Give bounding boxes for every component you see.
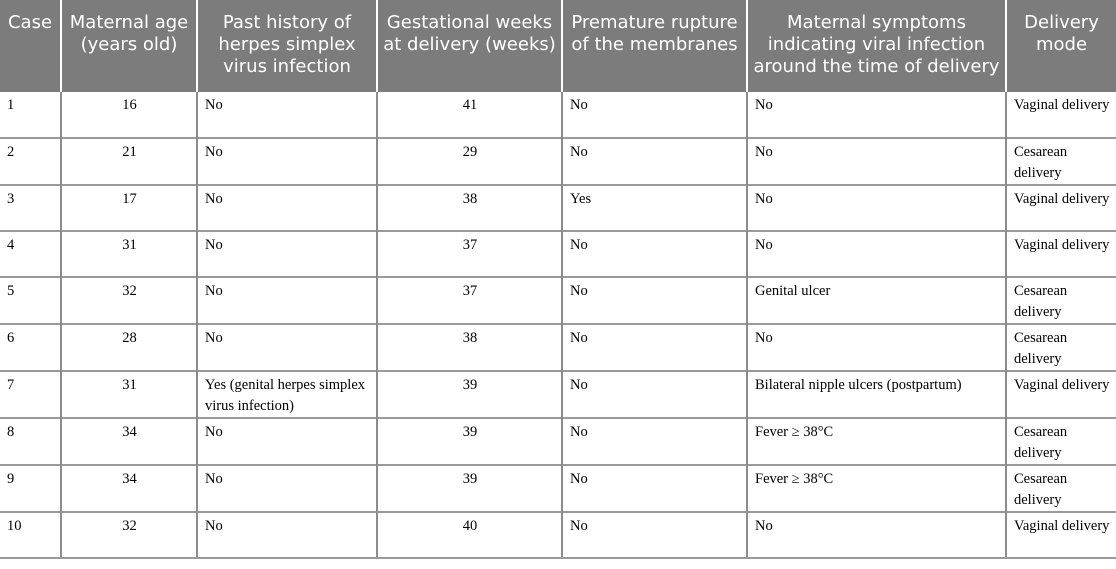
case-cell: 7 bbox=[0, 371, 61, 418]
case-cell: 4 bbox=[0, 231, 61, 277]
maternal-symptoms-cell: No bbox=[747, 185, 1006, 231]
maternal-symptoms-cell: No bbox=[747, 324, 1006, 371]
col-header-delivery-mode: Delivery mode bbox=[1006, 0, 1116, 92]
gestational-weeks-cell: 39 bbox=[377, 418, 562, 465]
table-row bbox=[0, 138, 1116, 185]
case-cell: 1 bbox=[0, 92, 61, 138]
table-row bbox=[0, 512, 1116, 558]
delivery-mode-cell: Vaginal delivery bbox=[1006, 231, 1116, 277]
premature-rupture-cell: No bbox=[562, 138, 747, 185]
maternal-symptoms-cell: No bbox=[747, 138, 1006, 185]
delivery-mode-cell: Cesarean delivery bbox=[1006, 324, 1116, 371]
gestational-weeks-cell: 39 bbox=[377, 371, 562, 418]
delivery-mode-cell: Cesarean delivery bbox=[1006, 138, 1116, 185]
gestational-weeks-cell: 41 bbox=[377, 92, 562, 138]
maternal-symptoms-cell: No bbox=[747, 512, 1006, 558]
delivery-mode-cell: Cesarean delivery bbox=[1006, 465, 1116, 512]
maternal-age-cell: 32 bbox=[61, 512, 197, 558]
table-row bbox=[0, 418, 1116, 465]
maternal-age-cell: 21 bbox=[61, 138, 197, 185]
premature-rupture-cell: No bbox=[562, 231, 747, 277]
table-row bbox=[0, 231, 1116, 277]
table-row bbox=[0, 465, 1116, 512]
premature-rupture-cell: No bbox=[562, 277, 747, 324]
maternal-symptoms-cell: No bbox=[747, 92, 1006, 138]
gestational-weeks-cell: 29 bbox=[377, 138, 562, 185]
hsv-history-cell: Yes (genital herpes simplex virus infection) bbox=[197, 371, 377, 418]
case-cell: 9 bbox=[0, 465, 61, 512]
maternal-age-cell: 16 bbox=[61, 92, 197, 138]
hsv-history-cell: No bbox=[197, 465, 377, 512]
premature-rupture-cell: No bbox=[562, 92, 747, 138]
delivery-mode-cell: Cesarean delivery bbox=[1006, 418, 1116, 465]
delivery-mode-cell: Vaginal delivery bbox=[1006, 371, 1116, 418]
header-row bbox=[0, 0, 1116, 92]
table-row bbox=[0, 185, 1116, 231]
table-row bbox=[0, 371, 1116, 418]
gestational-weeks-cell: 40 bbox=[377, 512, 562, 558]
hsv-history-cell: No bbox=[197, 512, 377, 558]
hsv-history-cell: No bbox=[197, 92, 377, 138]
premature-rupture-cell: No bbox=[562, 465, 747, 512]
maternal-symptoms-cell: Fever ≥ 38°C bbox=[747, 465, 1006, 512]
table-row bbox=[0, 324, 1116, 371]
maternal-age-cell: 32 bbox=[61, 277, 197, 324]
col-header-maternal-age: Maternal age (years old) bbox=[61, 0, 197, 92]
gestational-weeks-cell: 37 bbox=[377, 277, 562, 324]
gestational-weeks-cell: 38 bbox=[377, 324, 562, 371]
premature-rupture-cell: No bbox=[562, 512, 747, 558]
premature-rupture-cell: No bbox=[562, 371, 747, 418]
maternal-symptoms-cell: Fever ≥ 38°C bbox=[747, 418, 1006, 465]
maternal-symptoms-cell: Genital ulcer bbox=[747, 277, 1006, 324]
delivery-mode-cell: Vaginal delivery bbox=[1006, 185, 1116, 231]
gestational-weeks-cell: 38 bbox=[377, 185, 562, 231]
col-header-premature-rupture: Premature rupture of the membranes bbox=[562, 0, 747, 92]
case-cell: 10 bbox=[0, 512, 61, 558]
hsv-history-cell: No bbox=[197, 231, 377, 277]
maternal-symptoms-cell: Bilateral nipple ulcers (postpartum) bbox=[747, 371, 1006, 418]
col-header-hsv-history: Past history of herpes simplex virus infection bbox=[197, 0, 377, 92]
case-cell: 8 bbox=[0, 418, 61, 465]
case-cell: 3 bbox=[0, 185, 61, 231]
col-header-gestational-weeks: Gestational weeks at delivery (weeks) bbox=[377, 0, 562, 92]
maternal-age-cell: 17 bbox=[61, 185, 197, 231]
hsv-history-cell: No bbox=[197, 138, 377, 185]
case-cell: 6 bbox=[0, 324, 61, 371]
col-header-case: Case bbox=[0, 0, 61, 92]
maternal-age-cell: 31 bbox=[61, 231, 197, 277]
hsv-history-cell: No bbox=[197, 324, 377, 371]
case-cell: 5 bbox=[0, 277, 61, 324]
premature-rupture-cell: No bbox=[562, 324, 747, 371]
delivery-mode-cell: Vaginal delivery bbox=[1006, 512, 1116, 558]
hsv-history-cell: No bbox=[197, 185, 377, 231]
delivery-mode-cell: Cesarean delivery bbox=[1006, 277, 1116, 324]
gestational-weeks-cell: 37 bbox=[377, 231, 562, 277]
premature-rupture-cell: No bbox=[562, 418, 747, 465]
col-header-maternal-symptoms: Maternal symptoms indicating viral infection around the time of delivery bbox=[747, 0, 1006, 92]
hsv-history-cell: No bbox=[197, 418, 377, 465]
premature-rupture-cell: Yes bbox=[562, 185, 747, 231]
case-cell: 2 bbox=[0, 138, 61, 185]
maternal-age-cell: 31 bbox=[61, 371, 197, 418]
maternal-age-cell: 34 bbox=[61, 465, 197, 512]
table-row bbox=[0, 277, 1116, 324]
delivery-mode-cell: Vaginal delivery bbox=[1014, 97, 1110, 113]
table-row bbox=[0, 92, 1116, 138]
gestational-weeks-cell: 39 bbox=[377, 465, 562, 512]
maternal-age-cell: 34 bbox=[61, 418, 197, 465]
maternal-age-cell: 28 bbox=[61, 324, 197, 371]
hsv-history-cell: No bbox=[197, 277, 377, 324]
maternal-symptoms-cell: No bbox=[747, 231, 1006, 277]
